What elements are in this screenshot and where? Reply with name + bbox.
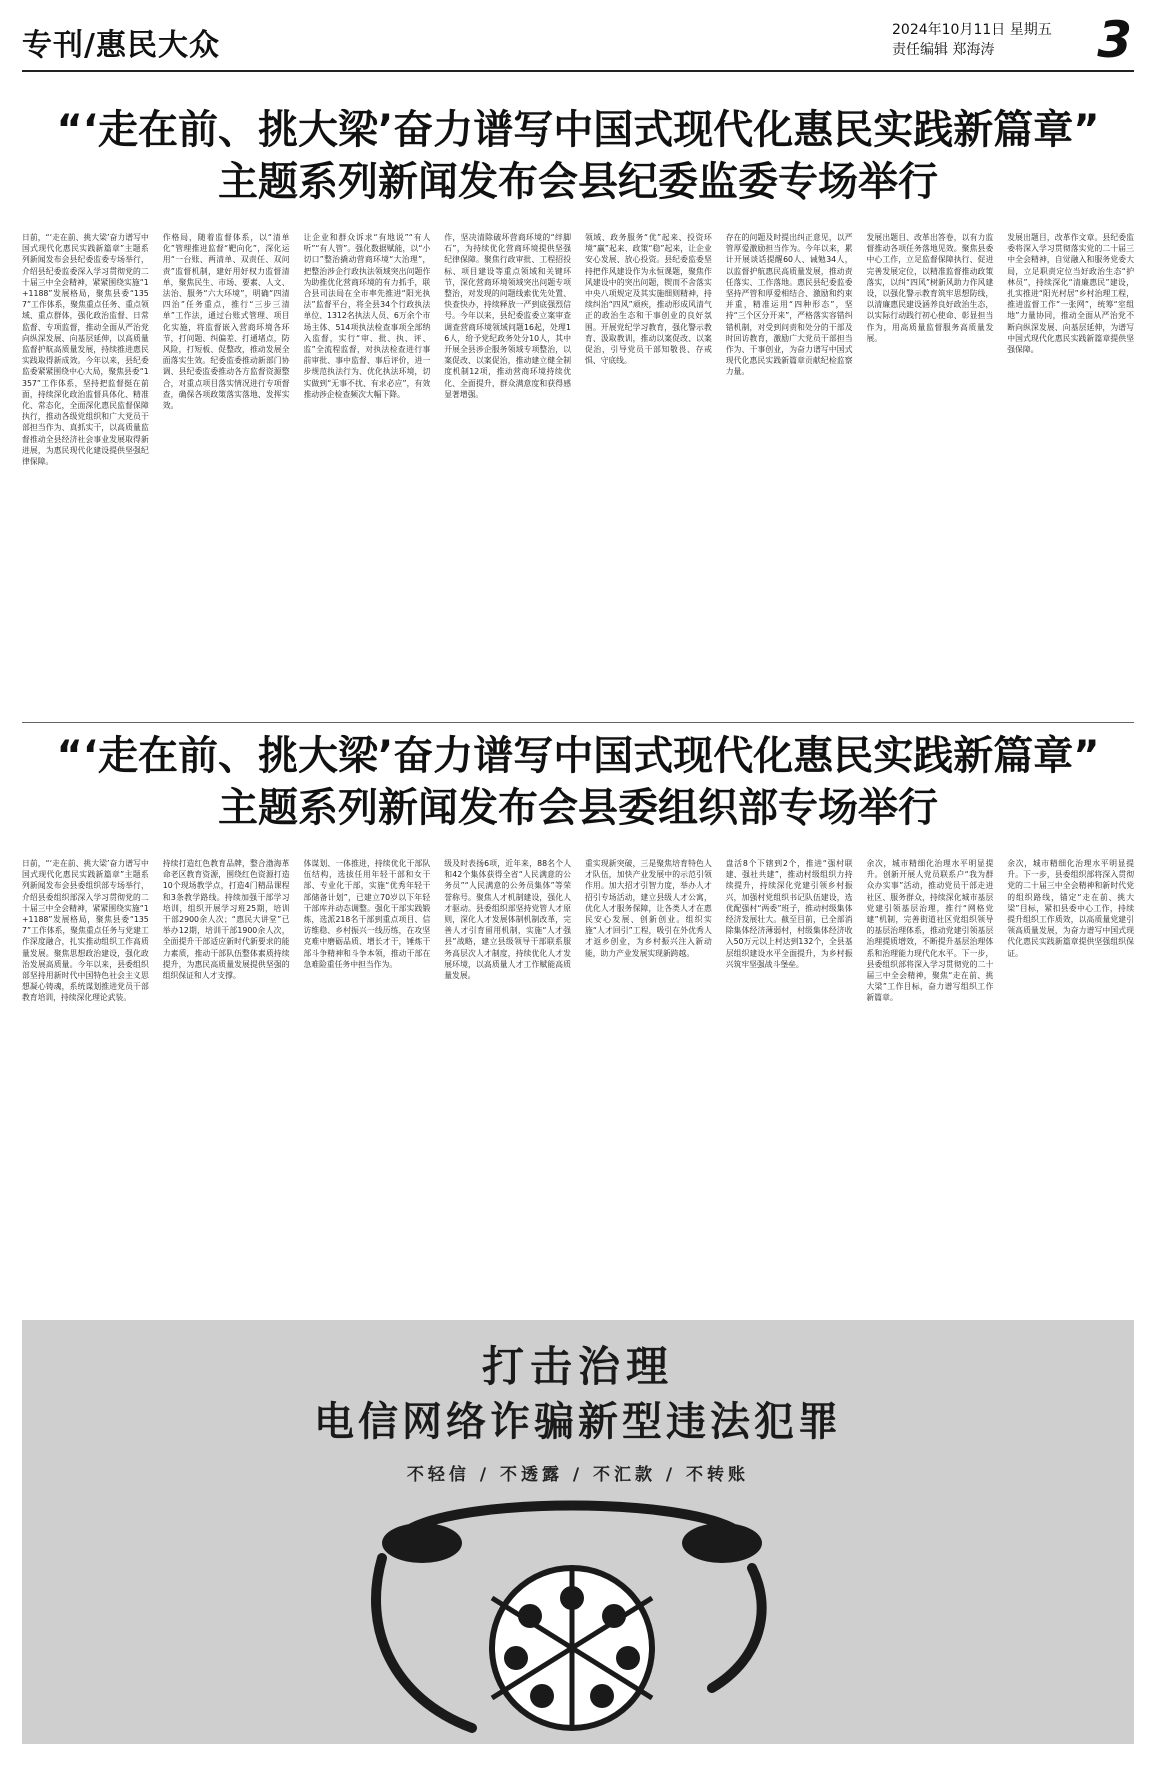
article2-column: 盘活8个下辖到2个，推进“强村联建、强社共建”，推动村级组织力持续提升，持续深化党建引领乡村振兴，加强村党组织书记队伍建设，选优配强村“两委”班子，推动村级集体经济发展壮大。截至目前，已全部消除集体经济薄弱村，村级集体经济收入50万元以上村达到132个，全县基层组织建设水平全面提升，为乡村振兴筑牢坚强战斗堡垒。 xyxy=(725,859,853,969)
article-divider xyxy=(22,722,1134,723)
section-label: 专刊/惠民大众 xyxy=(22,28,220,63)
issue-info xyxy=(892,20,1072,60)
issue-date: 2024年10月11日 星期五 xyxy=(892,22,1052,38)
page-number: 3 xyxy=(1097,11,1132,69)
article1-title-line1: “‘走在前、挑大梁’奋力谱写中国式现代化惠民实践新篇章” xyxy=(56,107,1100,153)
article2-column: 日前，“‘走在前、挑大梁’奋力谱写中国式现代化惠民实践新篇章”主题系列新闻发布会县委组织部专场举行，介绍县委组织部深入学习贯彻党的二十届三中全会精神，紧紧围绕实施“1+1188”发展格局，聚焦县委“1357”工作体系，聚焦重点任务与党建工作深度融合，扎实推动组织工作高质量发展。聚焦思想政治建设，强化政治发展高质量。今年以来，县委组织部坚持用新时代中国特色社会主义思想凝心铸魂，系统谋划推进党员干部教育培训，持续深化理论武装。 xyxy=(22,859,149,1003)
article2-column: 持续打造红色教育品牌，整合渤海革命老区教育资源，围绕红色资源打造10个现场教学点，打造4门精品课程和3条教学路线。持续加强干部学习培训，组织开展学习班25期，培训干部2900余人次；“惠民大讲堂”已举办12期，培训干部1900余人次，全面提升干部适应新时代新要求的能力素质，推动干部队伍整体素质持续提升，为惠民高质量发展提供坚强的组织保证和人才支撑。 xyxy=(162,859,290,981)
handset-icon xyxy=(412,1506,732,1529)
ad-title-line1: 打击治理 xyxy=(481,1342,674,1391)
article1-column: 作，坚决清除破坏营商环境的“绊脚石”，为持续优化营商环境提供坚强纪律保障。聚焦行政审批、工程招投标、项目建设等重点领域和关键环节，深化营商环境领域突出问题专项整治，对发现的问题线索优先处置、快查快办，持续释放一严到底强烈信号。今年以来，县纪委监委立案审查调查营商环境领域问题16起，处理16人，给予党纪政务处分10人，其中开展全县涉企服务领域专项整治，以案促改、以案促治，推动建立健全制度机制12项，推动营商环境持续优化、全面提升，群众满意度和获得感显著增强。 xyxy=(444,233,571,399)
ad-title-line2: 电信网络诈骗新型违法犯罪 xyxy=(314,1399,842,1445)
ad-slogan: 不轻信 / 不透露 / 不汇款 / 不转账 xyxy=(406,1465,750,1485)
article1-column: 日前，“‘走在前、挑大梁’奋力谱写中国式现代化惠民实践新篇章”主题系列新闻发布会县纪委监委专场举行，介绍县纪委监委深入学习贯彻党的二十届三中全会精神，紧紧围绕实施“1+1188”发展格局，聚焦县委“1357”工作体系，聚焦重点任务、重点领域、重点群体，强化政治监督、日常监督、专项监督，推动全面从严治党向纵深发展、向基层延伸，以高质量监督护航高质量发展，持续推进惠民实践取得新成效。今年以来，县纪委监委紧紧围绕中心大局，聚焦县委“1357”工作体系，坚持把监督挺在前面，持续深化政治监督具体化、精准化、常态化，全面深化惠民监督保障执行，推动各级党组织和广大党员干部担当作为、真抓实干，以高质量监督推动全县经济社会事业发展取得新进展，为惠民现代化建设提供坚强纪律保障。 xyxy=(22,233,149,467)
article1-column: 作格局，随着监督体系，以“清单化”管理推进监督“靶向化”，深化运用“一台账、两清单、双责任、双问责”监督机制，建好用好权力监督清单，聚焦民生、市场、要素、人文、法治、服务“六大环境”，明确“四清四治”任务重点，推行“三步三清单”工作法，通过台账式管理、项目化实施，将监督嵌入营商环境各环节，打问题、纠偏差、打通堵点，防风险，打短板、促整改，推动发展全面落实生效。纪委监委推动新部门协调、县纪委监委推动各方监督资源整合，对重点项目落实情况进行专项督查，确保各项政策落实落地、发挥实效。 xyxy=(162,233,290,411)
article2-title-line2: 主题系列新闻发布会县委组织部专场举行 xyxy=(218,785,938,831)
article2-column: 余次，城市精细化治理水平明显提升。创新开展人党员联系户“我为群众办实事”活动，推动党员干部走进社区、服务群众，持续深化城市基层党建引领基层治理，推行“网格党建”机制，完善街道社区党组织领导的基层治理体系，推动党建引领基层治理提质增效，不断提升基层治理体系和治理能力现代化水平。下一步，县委组织部将深入学习贯彻党的二十届三中全会精神，聚焦“走在前、挑大梁”工作目标，奋力谱写组织工作新篇章。 xyxy=(866,859,994,1003)
column-name: 惠民大众 xyxy=(95,28,220,63)
article2-column: 余次，城市精细化治理水平明显提升。下一步，县委组织部将深入贯彻党的二十届三中全会精神和新时代党的组织路线，锚定“走在前、挑大梁”目标，紧扣县委中心工作，持续提升组织工作质效，以高质量党建引领高质量发展，为奋力谱写中国式现代化惠民实践新篇章提供坚强组织保证。 xyxy=(1007,859,1134,958)
article2-column: 体谋划、一体推进，持续优化干部队伍结构，选拔任用年轻干部和女干部、专业化干部，实施“优秀年轻干部储备计划”，已建立70岁以下年轻干部库并动态调整。强化干部实践锻炼，选派218名干部到重点项目、信访维稳、乡村振兴一线历练，在攻坚克难中磨砺品质、增长才干，锤炼干部斗争精神和斗争本领，推动干部在急难险重任务中担当作为。 xyxy=(303,859,431,969)
article1-column: 发展出题目，改革作文章。县纪委监委将深入学习贯彻落实党的二十届三中全会精神，自觉融入和服务党委大局，立足职责定位当好政治生态“护林员”，持续深化“清廉惠民”建设，扎实推进“阳光村居”乡村治理工程，推进监督工作“一张网”，统筹“室组地”力量协同，推动全面从严治党不断向纵深发展、向基层延伸，为谱写中国式现代化惠民实践新篇章提供坚强保障。 xyxy=(1007,233,1134,355)
article1-column: 领域、政务服务“优”起来、投资环境“赢”起来、政策“稳”起来，让企业安心发展、放心投资。县纪委监委坚持把作风建设作为永恒课题，聚焦作风建设中的突出问题，锲而不舍落实中央八项规定及其实施细则精神，持续纠治“四风”顽疾，推动形成风清气正的政治生态和干事创业的良好氛围。开展党纪学习教育，强化警示教育、汲取教训，推动以案促改、以案促治，引导党员干部知敬畏、存戒惧、守底线。 xyxy=(585,233,712,366)
article2-body xyxy=(22,858,1134,1304)
article1-headline xyxy=(22,104,1134,208)
article2-title-line1: “‘走在前、挑大梁’奋力谱写中国式现代化惠民实践新篇章” xyxy=(56,733,1100,779)
article1-column: 存在的问题及时提出纠正意见，以严管厚爱激励担当作为。今年以来，累计开展谈话提醒60人、诫勉34人，以监督护航惠民高质量发展，推动责任落实、工作落地。惠民县纪委监委坚持严管和厚爱相结合、激励和约束并重，精准运用“四种形态”，坚持“三个区分开来”，严格落实容错纠错机制，对受到问责和处分的干部及时回访教育，激励广大党员干部担当作为、干事创业，为奋力谱写中国式现代化惠民实践新篇章贡献纪检监察力量。 xyxy=(725,233,853,377)
telephone-illustration xyxy=(352,1488,792,1738)
masthead xyxy=(22,11,1132,69)
article1-title-line2: 主题系列新闻发布会县纪委监委专场举行 xyxy=(218,159,938,205)
anti-fraud-ad xyxy=(22,1320,1134,1744)
article1-column: 发展出题目、改革出答卷，以有力监督推动各项任务落地见效。聚焦县委中心工作，立足监督保障执行、促进完善发展定位，以精准监督推动政策落实，以纠“四风”树新风助力作风建设，以强化警示教育筑牢思想防线，以清廉惠民建设涵养良好政治生态，以实际行动践行初心使命、彰显担当作为，用高质量监督服务高质量发展。 xyxy=(866,233,994,343)
article2-column: 重实现新突破，三是聚焦培育特色人才队伍，加快产业发展中的示范引领作用。加大招才引智力度，举办人才招引专场活动，建立县级人才公寓，优化人才服务保障，让各类人才在惠民安心发展、创新创业。组织实施“人才回引”工程，吸引在外优秀人才返乡创业，为乡村振兴注入新动能，助力产业发展实现新跨越。 xyxy=(585,859,712,958)
article2-column: 级及时表扬6项，近年来，88名个人和42个集体获得全省“人民满意的公务员”“人民满意的公务员集体”等荣誉称号。聚焦人才机制建设，强化人才驱动。县委组织部坚持党管人才原则，深化人才发展体制机制改革，完善人才引育留用机制，实施“人才强县”战略，建立县级领导干部联系服务高层次人才制度，持续优化人才发展环境，以高质量人才工作赋能高质量发展。 xyxy=(444,859,571,981)
article1-column: 让企业和群众诉求“有地说”“有人听”“有人管”。强化数据赋能，以“小切口”整治撬动营商环境“大治理”，把整治涉企行政执法领域突出问题作为助推优化营商环境的有力抓手，联合县司法局在全市率先推进“阳光执法”监督平台，将全县34个行政执法单位、1312名执法人员、6万余个市场主体、514项执法检查事项全部纳入监督，实行“审、批、执、评、监”全流程监督，对执法检查进行事前审批、事中监督、事后评价，进一步规范执法行为、优化执法环境，切实做到“无事不扰、有求必应”，有效推动涉企检查频次大幅下降。 xyxy=(303,233,431,399)
article2-headline xyxy=(22,730,1134,834)
section-name: 专刊 xyxy=(22,28,84,63)
issue-editor: 责任编辑 郑海涛 xyxy=(892,42,995,58)
top-rule xyxy=(22,70,1134,72)
article1-body xyxy=(22,232,1134,712)
